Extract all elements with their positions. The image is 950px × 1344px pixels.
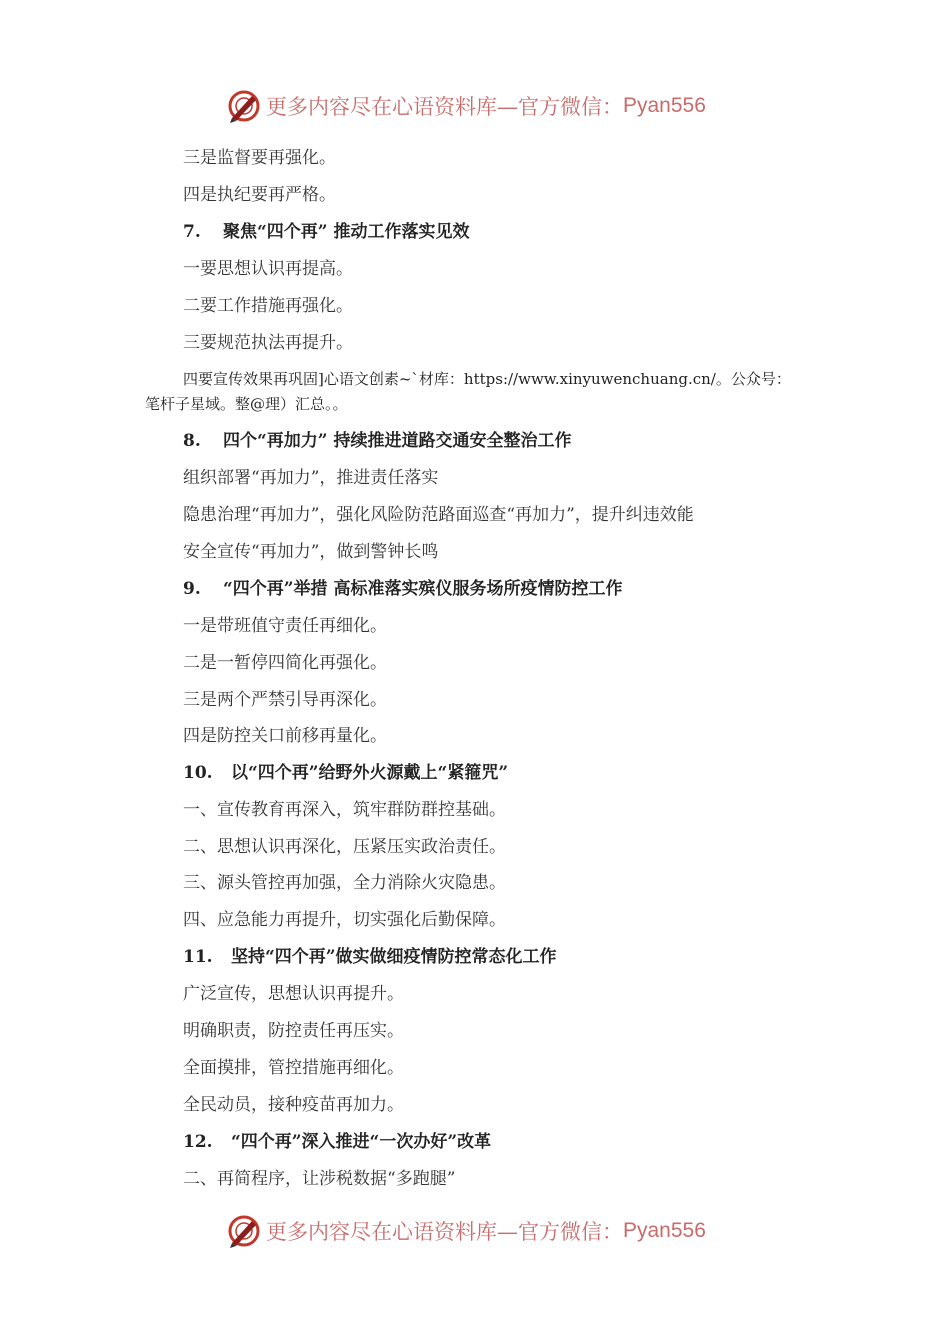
body-line: 一、宣传教育再深入，筑牢群防群控基础。 bbox=[183, 800, 506, 820]
section-title: “四个再”深入推进“一次办好”改革 bbox=[231, 1132, 492, 1152]
body-line: 四是防控关口前移再量化。 bbox=[183, 726, 387, 746]
body-line: 全民动员，接种疫苗再加力。 bbox=[183, 1095, 404, 1115]
body-line: 四、应急能力再提升，切实强化后勤保障。 bbox=[183, 910, 506, 930]
body-line: 组织部署“再加力”，推进责任落实 bbox=[183, 468, 439, 488]
section-number: 10. bbox=[183, 763, 213, 783]
section-title: “四个再”举措 高标准落实殡仪服务场所疫情防控工作 bbox=[223, 579, 623, 599]
body-line: 明确职责，防控责任再压实。 bbox=[183, 1021, 404, 1041]
body-line: 二要工作措施再强化。 bbox=[183, 296, 353, 316]
body-line: 一要思想认识再提高。 bbox=[183, 259, 353, 279]
watermark-text: 更多内容尽在心语资料库—官方微信： bbox=[266, 1220, 623, 1244]
header-watermark bbox=[226, 86, 706, 126]
section-number: 7. bbox=[183, 222, 201, 242]
body-line: 三要规范执法再提升。 bbox=[183, 333, 353, 353]
body-line: 二、思想认识再深化，压紧压实政治责任。 bbox=[183, 837, 506, 857]
body-line: 二、再简程序，让涉税数据“多跑腿” bbox=[183, 1169, 456, 1189]
watermark-wechat-id: Pyan556 bbox=[623, 94, 706, 117]
body-line: 三是两个严禁引导再深化。 bbox=[183, 690, 387, 710]
body-line: 三是监督要再强化。 bbox=[183, 148, 336, 168]
section-number: 12. bbox=[183, 1132, 213, 1152]
footer-watermark bbox=[226, 1211, 706, 1251]
section-heading bbox=[183, 577, 622, 601]
body-line: 隐患治理“再加力”，强化风险防范路面巡查“再加力”，提升纠违效能 bbox=[183, 505, 694, 525]
body-line: 二是一暂停四简化再强化。 bbox=[183, 653, 387, 673]
section-title: 四个“再加力” 持续推进道路交通安全整治工作 bbox=[223, 431, 572, 451]
section-number: 8. bbox=[183, 431, 201, 451]
body-line: 四是执纪要再严格。 bbox=[183, 185, 336, 205]
watermark-wechat-id: Pyan556 bbox=[623, 1219, 706, 1242]
section-title: 聚焦“四个再” 推动工作落实见效 bbox=[223, 222, 470, 242]
section-heading bbox=[183, 429, 571, 453]
section-heading bbox=[183, 1130, 491, 1154]
section-number: 9. bbox=[183, 579, 201, 599]
pen-logo-icon bbox=[226, 1213, 262, 1249]
watermark-text: 更多内容尽在心语资料库—官方微信： bbox=[266, 95, 623, 119]
source-note-paragraph: 四要宣传效果再巩固]心语文创素~`材库：https://www.xinyuwenchuang.cn/。公众号：笔杆子星域。整@理）汇总。。 bbox=[145, 370, 791, 413]
section-number: 11. bbox=[183, 947, 213, 967]
section-heading bbox=[183, 220, 469, 244]
body-line: 安全宣传“再加力”，做到警钟长鸣 bbox=[183, 542, 439, 562]
pen-logo-icon bbox=[226, 88, 262, 124]
body-line: 一是带班值守责任再细化。 bbox=[183, 616, 387, 636]
section-title: 坚持“四个再”做实做细疫情防控常态化工作 bbox=[231, 947, 557, 967]
body-line: 三、源头管控再加强，全力消除火灾隐患。 bbox=[183, 873, 506, 893]
body-line: 全面摸排，管控措施再细化。 bbox=[183, 1058, 404, 1078]
body-line: 广泛宣传，思想认识再提升。 bbox=[183, 984, 404, 1004]
section-title: 以“四个再”给野外火源戴上“紧箍咒” bbox=[231, 763, 509, 783]
section-heading bbox=[183, 945, 557, 969]
section-heading bbox=[183, 761, 508, 785]
